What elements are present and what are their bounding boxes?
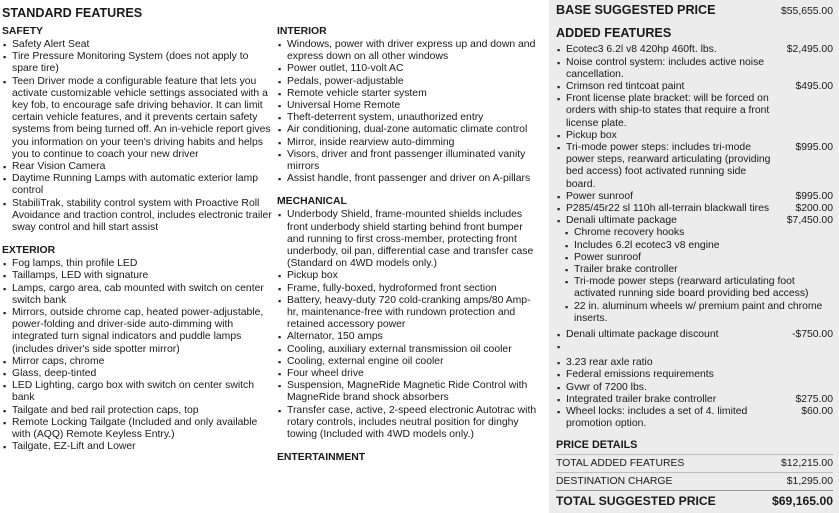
interior-list [277,39,539,185]
mechanical-list [277,209,539,441]
feature-item: ▪ Safety Alert Seat [2,39,272,51]
added-feature-name: ▪ Noise control system: includes active noise cancellation. [566,56,765,80]
feature-item: ▪ Cooling, auxiliary external transmission oil cooler [277,344,539,356]
added-features-title: ADDED FEATURES [556,26,672,41]
total-price-label: TOTAL SUGGESTED PRICE [556,494,716,509]
feature-item: ▪ Transfer case, active, 2-speed electronic Autotrac with rotary controls, includes neutral position for dinghy towing (Included with 4WD models only.) [277,405,539,442]
added-feature-name: ▪ P285/45r22 sl 110h all-terrain blackwall tires [566,203,770,215]
total-price-value: $69,165.00 [772,494,833,509]
base-price-row [556,0,833,18]
total-added-label: TOTAL ADDED FEATURES [556,457,685,469]
package-contents [556,227,833,325]
added-feature-name: ▪ Pickup box [566,129,617,141]
exterior-list [2,258,272,453]
added-feature-name: ▪ Crimson red tintcoat paint [566,81,685,93]
destination-row [556,472,833,490]
package-item: ▪ 22 in. aluminum wheels w/ premium paint and chrome inserts. [564,301,833,325]
added-feature-name: ▪ 3.23 rear axle ratio [566,357,653,369]
feature-item: ▪ Assist handle, front passenger and driver on A-pillars [277,173,539,185]
pricing-panel [549,0,839,513]
added-feature-name [566,341,778,357]
package-item: ▪ Trailer brake controller [564,264,833,276]
feature-item: ▪ Suspension, MagneRide Magnetic Ride Control with MagneRide brand shock absorbers [277,380,539,404]
added-feature-name: ▪ Integrated trailer brake controller [566,393,717,405]
feature-item: ▪ LED Lighting, cargo box with switch on center switch bank [2,380,272,404]
feature-item: ▪ Cooling, external engine oil cooler [277,356,539,368]
feature-item: ▪ Frame, fully-boxed, hydroformed front section [277,283,539,295]
base-price-label: BASE SUGGESTED PRICE [556,3,716,17]
total-added-value: $12,215.00 [780,457,833,469]
added-feature-item [556,341,833,357]
feature-item: ▪ Mirrors, outside chrome cap, heated power-adjustable, power-folding and driver-side auto-dimming with integrated turn signal indicators and puddle lamps (includes driver's side spotter mirror) [2,307,272,356]
added-feature-price: $7,450.00 [786,215,833,227]
feature-item: ▪ Theft-deterrent system, unauthorized entry [277,112,539,124]
feature-item: ▪ Taillamps, LED with signature [2,270,272,282]
added-feature-item [556,142,833,191]
feature-item: ▪ Remote Locking Tailgate (Included and only available with (AQQ) Remote Keyless Entry.) [2,417,272,441]
added-feature-name: ▪ Front license plate bracket: will be forced on orders with ship-to states that require a front license plate. [566,93,770,129]
added-feature-item [556,329,833,341]
added-feature-name: ▪ Ecotec3 6.2l v8 420hp 460ft. lbs. [566,44,717,56]
feature-item: ▪ Tailgate, EZ-Lift and Lower [2,441,272,453]
package-item: ▪ Power sunroof [564,252,833,264]
feature-item: ▪ Pickup box [277,270,539,282]
feature-item: ▪ Daytime Running Lamps with automatic exterior lamp control [2,173,272,197]
added-feature-item [556,81,833,93]
base-price-value: $55,655.00 [780,6,833,17]
exterior-title: EXTERIOR [2,245,56,257]
added-feature-price: $60.00 [801,406,833,418]
added-feature-item [556,93,833,130]
feature-item: ▪ Four wheel drive [277,368,539,380]
destination-value: $1,295.00 [786,475,833,487]
entertainment-title: ENTERTAINMENT [277,452,366,464]
added-feature-item [556,203,833,215]
package-item: ▪ Chrome recovery hooks [564,227,833,239]
feature-item: ▪ Fog lamps, thin profile LED [2,258,272,270]
added-feature-price: -$750.00 [791,329,833,341]
feature-item: ▪ Lamps, cargo area, cab mounted with switch on center switch bank [2,283,272,307]
added-feature-price: $995.00 [795,142,833,154]
safety-title: SAFETY [2,26,43,37]
added-feature-item [556,215,833,227]
feature-item: ▪ Battery, heavy-duty 720 cold-cranking amps/80 Amp-hr, maintenance-free with rundown protection and retained accessory power [277,295,539,332]
total-added-row [556,454,833,472]
added-feature-name: ▪ Gvwr of 7200 lbs. [566,381,647,393]
package-items-list [556,227,833,325]
added-feature-name: ▪ Denali ultimate package discount [566,329,719,341]
feature-item: ▪ StabiliTrak, stability control system with Proactive Roll Avoidance and traction control, includes electronic trailer sway control and hill start assist [2,198,272,235]
feature-item: ▪ Glass, deep-tinted [2,368,272,380]
added-feature-price: $2,495.00 [786,44,833,56]
feature-item: ▪ Teen Driver mode a configurable feature that lets you activate customizable vehicle settings associated with a key fob, to encourage safe driving behavior. It can limit certain vehicle features, and it prevents certain safety systems from being turned off. An in-vehicle report gives you information on your teen's driving habits and helps you to continue to coach your new driver [2,76,272,161]
feature-item: ▪ Universal Home Remote [277,100,539,112]
added-feature-name: ▪ Federal emissions requirements [566,369,714,381]
feature-item: ▪ Rear Vision Camera [2,161,272,173]
feature-item: ▪ Remote vehicle starter system [277,88,539,100]
added-feature-item [556,369,833,381]
interior-title: INTERIOR [277,26,327,37]
added-feature-price: $200.00 [795,203,833,215]
added-feature-name: ▪ Wheel locks: includes a set of 4. limited promotion option. [566,406,748,430]
feature-item: ▪ Tailgate and bed rail protection caps, top [2,405,272,417]
package-item: ▪ Tri-mode power steps (rearward articulating foot activated running side board providing bed access) [564,276,833,300]
added-feature-item [556,130,833,142]
destination-label: DESTINATION CHARGE [556,475,673,487]
feature-item: ▪ Power outlet, 110-volt AC [277,63,539,75]
feature-item: ▪ Mirror, inside rearview auto-dimming [277,137,539,149]
feature-item: ▪ Underbody Shield, frame-mounted shields includes front underbody shield starting behind front bumper and running to first cross-member, protecting front underbody, oil pan, differential case and transfer case (Standard on 4WD models only.) [277,209,539,270]
standard-features-title: STANDARD FEATURES [2,6,143,20]
added-feature-item [556,44,833,56]
feature-item: ▪ Pedals, power-adjustable [277,76,539,88]
added-feature-name: ▪ Tri-mode power steps: includes tri-mode power steps, rearward articulating (providing bed access) foot activated running side board. [566,142,771,190]
left-column [2,0,272,454]
added-features-list [556,44,833,430]
feature-item: ▪ Mirror caps, chrome [2,356,272,368]
added-feature-name: ▪ Power sunroof [566,190,633,202]
added-feature-item [556,406,833,430]
feature-item: ▪ Windows, power with driver express up and down and express down on all other windows [277,39,539,63]
total-price-row [556,490,833,508]
added-feature-item [556,57,833,81]
added-feature-item [556,357,833,369]
mechanical-title: MECHANICAL [277,196,347,208]
safety-list [2,39,272,234]
added-feature-name: ▪ Denali ultimate package [566,215,677,227]
added-feature-item [556,382,833,394]
middle-column [277,0,539,465]
added-feature-item [556,394,833,406]
added-feature-price: $275.00 [795,393,833,405]
feature-item: ▪ Air conditioning, dual-zone automatic climate control [277,124,539,136]
feature-item: ▪ Tire Pressure Monitoring System (does not apply to spare tire) [2,51,272,75]
feature-item: ▪ Alternator, 150 amps [277,331,539,343]
package-item: ▪ Includes 6.2l ecotec3 v8 engine [564,240,833,252]
added-feature-price: $995.00 [795,190,833,202]
feature-item: ▪ Visors, driver and front passenger illuminated vanity mirrors [277,149,539,173]
added-feature-price: $495.00 [795,81,833,93]
price-details-title: PRICE DETAILS [556,438,638,451]
added-feature-item [556,191,833,203]
